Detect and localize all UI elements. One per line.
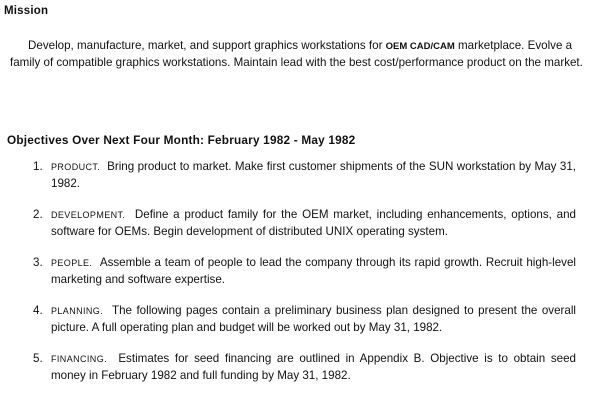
mission-statement	[10, 38, 590, 70]
objectives-heading: Objectives Over Next Four Month: February 1982 - May 1982	[7, 133, 356, 147]
mission-body: Evolve a family of compatible graphics workstations. Maintain lead with the best cost/performance product on the market.	[10, 39, 583, 69]
objective-text: Bring product to market. Make first customer shipments of the SUN workstation by May 31, 1982.	[51, 160, 576, 190]
objective-item	[34, 255, 576, 287]
objective-keyword: DEVELOPMENT.	[51, 210, 126, 220]
objective-number: 5.	[33, 352, 43, 365]
mission-keyword-oem: OEM CAD/CAM	[385, 41, 455, 52]
objective-item	[34, 303, 576, 335]
objective-number: 2.	[33, 208, 43, 221]
objective-number: 3.	[33, 256, 43, 269]
objective-text: Define a product family for the OEM market, including enhancements, options, and software for OEMs. Begin development of distributed UNIX operating system.	[51, 208, 576, 238]
objective-item	[34, 207, 576, 239]
objective-text: Estimates for seed financing are outlined in Appendix B. Objective is to obtain seed money in February 1982 and full funding by May 31, 1982.	[51, 352, 576, 382]
mission-line-1-end: marketplace.	[454, 39, 525, 52]
objective-keyword: PEOPLE.	[51, 258, 93, 268]
objective-number: 4.	[33, 304, 43, 317]
objectives-list	[34, 159, 576, 399]
mission-line-1-start: Develop, manufacture, market, and support graphics workstations for	[28, 39, 386, 52]
objective-keyword: FINANCING.	[51, 354, 108, 364]
objective-keyword: PRODUCT.	[51, 162, 101, 172]
objective-item	[34, 351, 576, 383]
objective-item	[34, 159, 576, 191]
objective-number: 1.	[33, 160, 43, 173]
mission-heading: Mission	[4, 5, 49, 17]
objective-keyword: PLANNING.	[51, 306, 104, 316]
objective-text: The following pages contain a preliminary business plan designed to present the overall picture. A full operating plan and budget will be worked out by May 31, 1982.	[51, 304, 576, 334]
objective-text: Assemble a team of people to lead the company through its rapid growth. Recruit high-level marketing and software expertise.	[51, 256, 576, 286]
